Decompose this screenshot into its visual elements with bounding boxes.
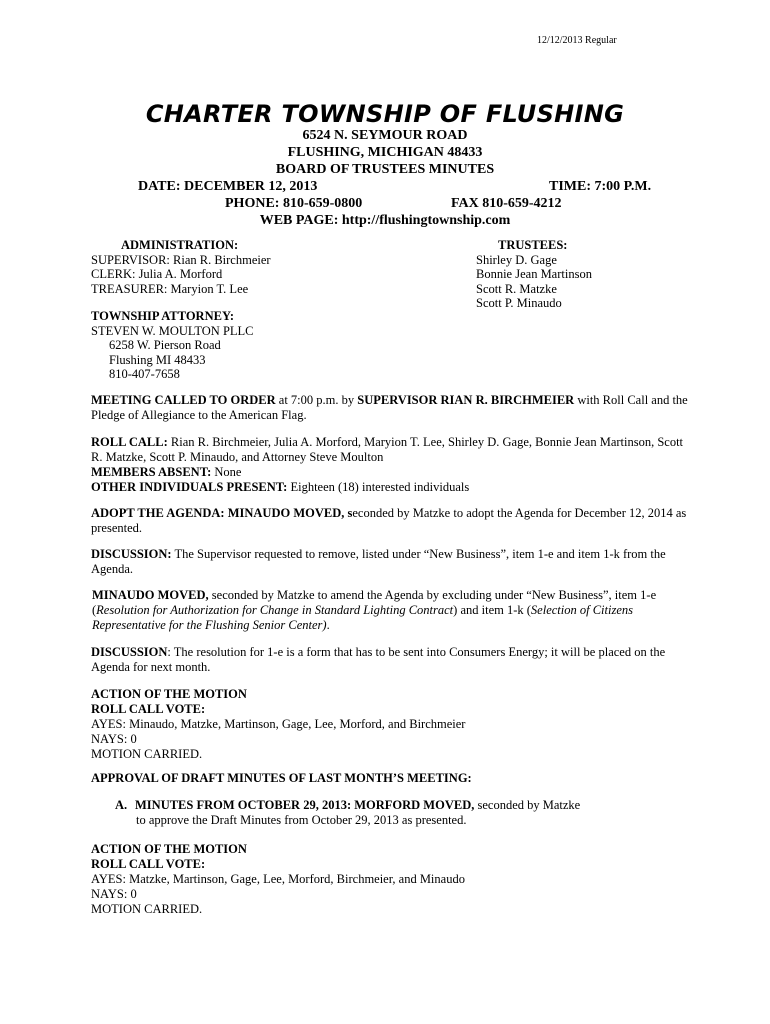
discussion-paragraph — [91, 547, 691, 577]
motion-result: MOTION CARRIED. — [91, 747, 203, 761]
supervisor-line: SUPERVISOR: Rian R. Birchmeier — [91, 252, 271, 267]
administration-block — [91, 238, 421, 296]
adopt-agenda-paragraph — [91, 506, 691, 536]
adopt-agenda-text: econded by Matzke to adopt the Agenda for December 12, 2014 as presented. — [91, 506, 687, 535]
ayes-line: AYES: Minaudo, Matzke, Martinson, Gage, Lee, Morford, and Birchmeier — [91, 717, 466, 731]
attorney-city: Flushing MI 48433 — [109, 352, 206, 367]
amend-item-1k: Selection of Citizens Representative for the Flushing Senior Center) — [92, 603, 633, 632]
others-present-value: Eighteen (18) interested individuals — [287, 480, 470, 494]
fax-line: FAX 810-659-4212 — [451, 196, 562, 211]
discussion-paragraph — [91, 645, 691, 675]
members-absent-label: MEMBERS ABSENT: — [91, 465, 212, 479]
document-title: CHARTER TOWNSHIP OF FLUSHING — [145, 100, 625, 128]
address-line: 6524 N. SEYMOUR ROAD — [302, 128, 468, 143]
city-line: FLUSHING, MICHIGAN 48433 — [287, 145, 483, 160]
attorney-street: 6258 W. Pierson Road — [109, 338, 221, 352]
meeting-date: DATE: DECEMBER 12, 2013 — [138, 179, 318, 194]
treasurer-line: TREASURER: Maryion T. Lee — [91, 281, 249, 296]
discussion-label: DISCUSSION: — [91, 547, 172, 561]
adopt-agenda-label: ADOPT THE AGENDA: MINAUDO MOVED, s — [91, 506, 353, 520]
action-of-motion-heading: ACTION OF THE MOTION — [91, 687, 247, 701]
item-letter: A. — [115, 798, 128, 812]
motion-result: MOTION CARRIED. — [91, 902, 203, 916]
approval-heading: APPROVAL OF DRAFT MINUTES OF LAST MONTH’S MEETING: — [91, 771, 472, 785]
motion-vote-block — [91, 687, 691, 762]
trustee-name: Scott R. Matzke — [476, 281, 557, 296]
roll-call-paragraph — [91, 435, 691, 495]
call-to-order-label: MEETING CALLED TO ORDER — [91, 393, 276, 407]
minutes-item-a — [115, 798, 695, 828]
running-header: 12/12/2013 Regular — [537, 35, 617, 46]
amend-motion-text: ) and item 1-k ( — [453, 603, 531, 617]
attorney-phone: 810-407-7658 — [109, 367, 180, 381]
attorney-heading: TOWNSHIP ATTORNEY: — [91, 309, 234, 323]
nays-line: NAYS: 0 — [91, 732, 137, 746]
discussion-text: The Supervisor requested to remove, listed under “New Business”, item 1-e and item 1-k from the Agenda. — [91, 547, 666, 576]
discussion-label: DISCUSSION — [91, 645, 168, 659]
board-line: BOARD OF TRUSTEES MINUTES — [275, 162, 495, 177]
amend-motion-paragraph — [92, 588, 692, 633]
motion-vote-block — [91, 842, 691, 917]
trustees-block — [476, 238, 676, 311]
amend-motion-text: . — [326, 618, 330, 632]
clerk-line: CLERK: Julia A. Morford — [91, 267, 223, 281]
others-present-label: OTHER INDIVIDUALS PRESENT: — [91, 480, 288, 494]
action-of-motion-heading: ACTION OF THE MOTION — [91, 842, 247, 856]
trustee-name: Scott P. Minaudo — [476, 296, 562, 310]
members-absent-value: None — [211, 465, 242, 479]
supervisor-name: SUPERVISOR RIAN R. BIRCHMEIER — [357, 393, 575, 407]
nays-line: NAYS: 0 — [91, 887, 137, 901]
roll-call-text: Rian R. Birchmeier, Julia A. Morford, Maryion T. Lee, Shirley D. Gage, Bonnie Jean Martinson, Scott R. Matzke, Scott P. Minaudo, and Attorney Steve Moulton — [91, 435, 684, 464]
amend-motion-text: seconded by Matzke to amend the Agenda by excluding under “New Business”, item 1-e ( — [92, 588, 657, 617]
call-to-order-paragraph — [91, 393, 691, 423]
web-line: WEB PAGE: http://flushingtownship.com — [259, 213, 511, 228]
discussion-text: : The resolution for 1-e is a form that has to be sent into Consumers Energy; it will be placed on the Agenda for next month. — [91, 645, 666, 674]
item-a-text: seconded by Matzke — [474, 798, 581, 812]
phone-line: PHONE: 810-659-0800 — [225, 196, 363, 211]
roll-call-vote-heading: ROLL CALL VOTE: — [91, 857, 206, 871]
call-to-order-text: at 7:00 p.m. by — [275, 393, 358, 407]
amend-item-1e: Resolution for Authorization for Change in Standard Lighting Contract — [96, 603, 454, 617]
meeting-time: TIME: 7:00 P.M. — [549, 179, 652, 194]
amend-motion-label: MINAUDO MOVED, — [92, 588, 209, 602]
item-a-lead: MINUTES FROM OCTOBER 29, 2013: MORFORD MOVED, — [135, 798, 475, 812]
call-to-order-tail: with Roll Call and the Pledge of Allegiance to the American Flag. — [91, 393, 688, 422]
attorney-name: STEVEN W. MOULTON PLLC — [91, 323, 254, 338]
trustee-name: Bonnie Jean Martinson — [476, 267, 592, 281]
roll-call-label: ROLL CALL: — [91, 435, 168, 449]
roll-call-vote-heading: ROLL CALL VOTE: — [91, 702, 206, 716]
administration-heading: ADMINISTRATION: — [121, 238, 239, 252]
trustee-name: Shirley D. Gage — [476, 252, 557, 267]
item-a-continuation: to approve the Draft Minutes from October 29, 2013 as presented. — [136, 813, 467, 827]
trustees-heading: TRUSTEES: — [498, 238, 568, 252]
attorney-block — [91, 309, 421, 382]
ayes-line: AYES: Matzke, Martinson, Gage, Lee, Morford, Birchmeier, and Minaudo — [91, 872, 465, 886]
